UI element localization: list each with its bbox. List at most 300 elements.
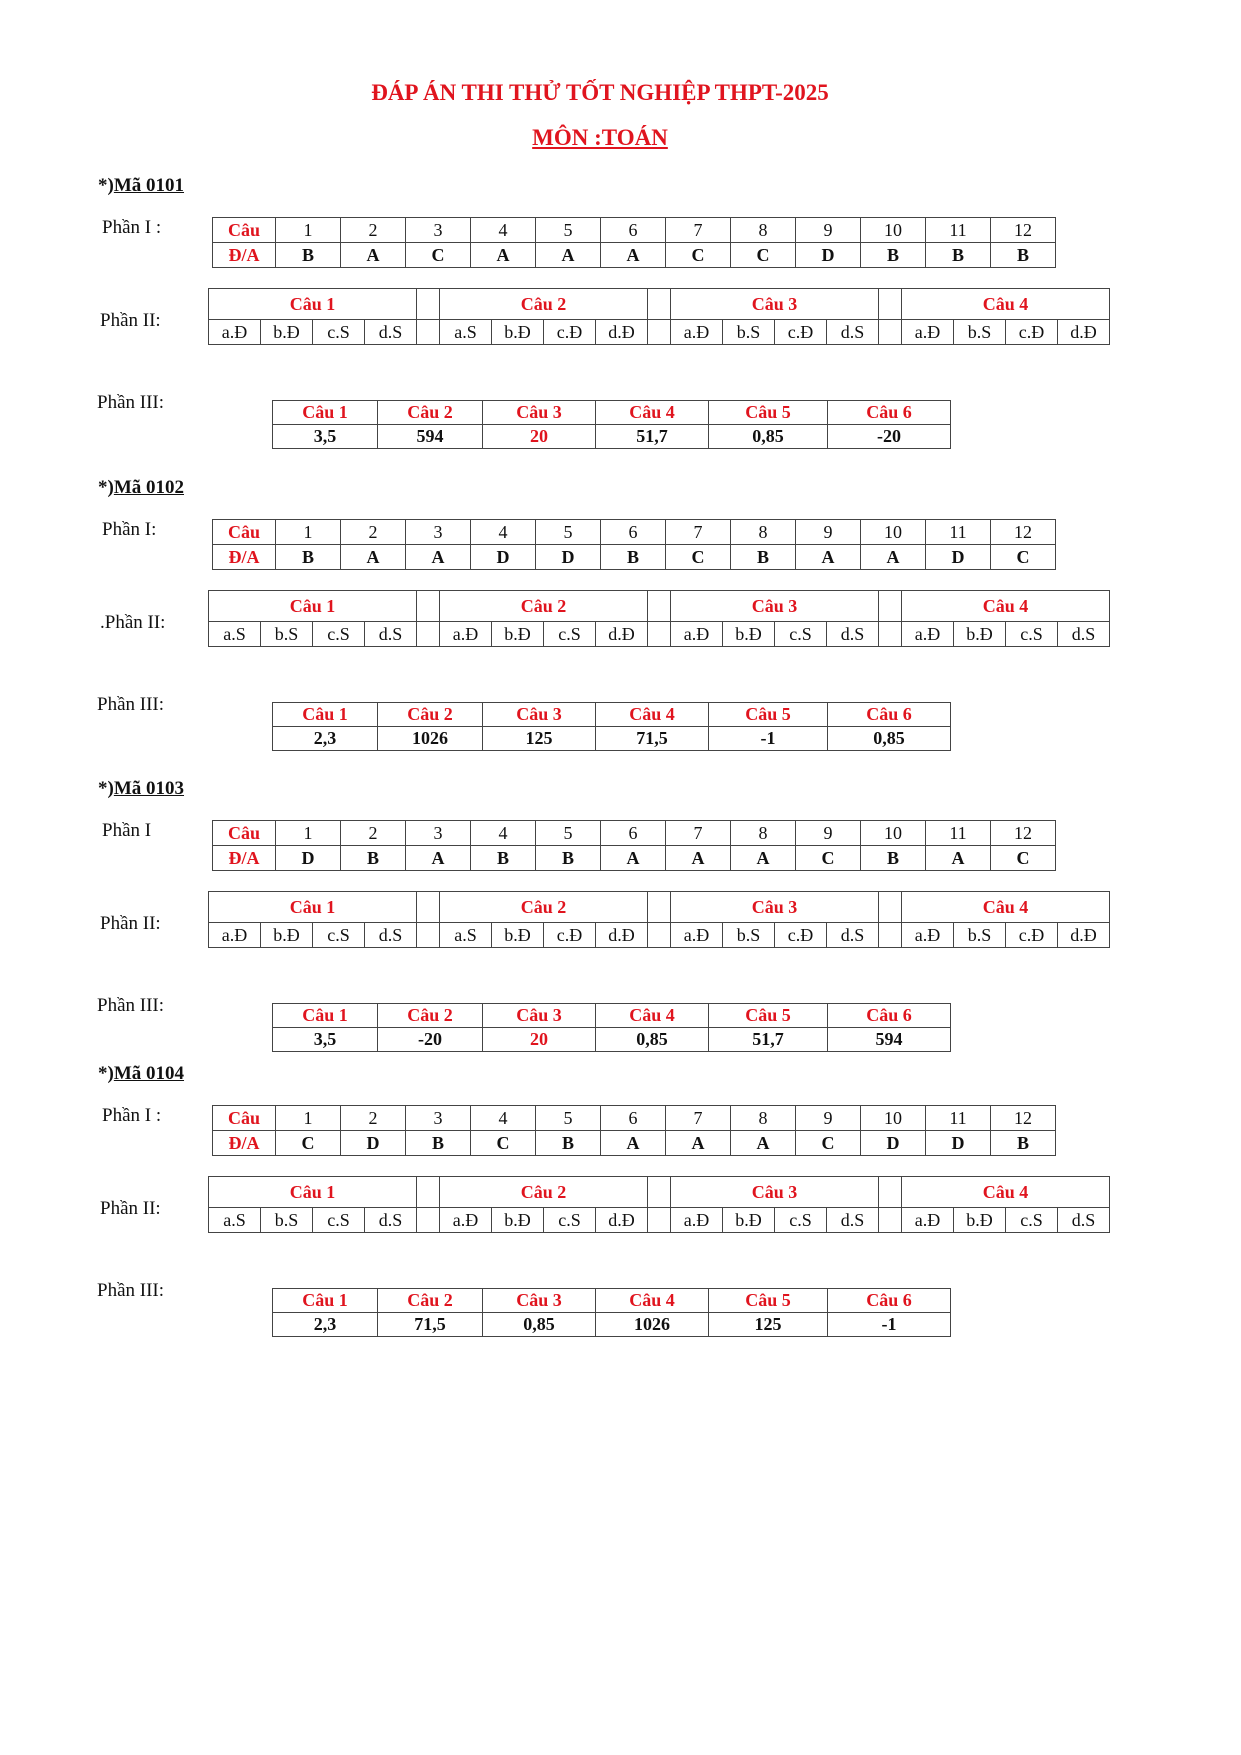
part3-answer-cell: 3,5	[273, 1028, 378, 1052]
answer-cell: A	[666, 846, 731, 871]
answer-cell: B	[991, 243, 1056, 268]
part2-header-row	[209, 289, 1110, 320]
part2-answer-cell: a.Đ	[902, 320, 954, 345]
exam-code	[98, 477, 184, 499]
question-number: 10	[861, 1106, 926, 1131]
part3-question-header: Câu 1	[273, 1004, 378, 1028]
part3-question-header: Câu 3	[483, 401, 596, 425]
part2-question-header: Câu 4	[902, 289, 1110, 320]
answer-cell: B	[991, 1131, 1056, 1156]
part3-question-header: Câu 3	[483, 1004, 596, 1028]
part2-label: Phần II:	[100, 1198, 161, 1219]
part3-header-row	[273, 401, 951, 425]
question-number: 10	[861, 218, 926, 243]
part3-question-header: Câu 1	[273, 1289, 378, 1313]
part2-answer-cell: d.S	[365, 923, 417, 948]
part2-header-row	[209, 1177, 1110, 1208]
part3-answer-cell: 0,85	[828, 727, 951, 751]
part2-answer-cell: b.Đ	[723, 1208, 775, 1233]
part3-question-header: Câu 2	[378, 1289, 483, 1313]
question-number: 7	[666, 1106, 731, 1131]
question-number: 6	[601, 520, 666, 545]
question-number: 5	[536, 1106, 601, 1131]
question-number: 6	[601, 218, 666, 243]
answer-cell: D	[861, 1131, 926, 1156]
part2-question-header: Câu 3	[671, 289, 879, 320]
question-number: 12	[991, 218, 1056, 243]
question-number: 3	[406, 520, 471, 545]
question-number: 1	[276, 218, 341, 243]
part2-answer-cell: b.Đ	[723, 622, 775, 647]
gap-cell	[879, 320, 902, 345]
part3-question-header: Câu 3	[483, 703, 596, 727]
part2-answer-cell: b.S	[954, 320, 1006, 345]
answer-cell: B	[536, 846, 601, 871]
answer-cell: B	[406, 1131, 471, 1156]
part2-answer-cell: c.S	[313, 622, 365, 647]
answer-cell: B	[861, 243, 926, 268]
part3-question-header: Câu 5	[709, 703, 828, 727]
question-number: 2	[341, 520, 406, 545]
answer-cell: A	[341, 243, 406, 268]
part2-answer-row	[209, 320, 1110, 345]
part2-answer-cell: d.Đ	[596, 622, 648, 647]
subject-title: MÔN :TOÁN	[532, 125, 668, 150]
part1-label: Phần I :	[102, 1105, 162, 1126]
code-prefix: *)	[98, 175, 114, 196]
part3-answer-cell: 125	[483, 727, 596, 751]
part2-header-row	[209, 892, 1110, 923]
answer-cell: A	[861, 545, 926, 570]
part3-table	[272, 1288, 951, 1337]
cau-header: Câu	[213, 520, 276, 545]
part2-header-row	[209, 591, 1110, 622]
question-number: 7	[666, 821, 731, 846]
answer-cell: A	[926, 846, 991, 871]
question-number: 2	[341, 218, 406, 243]
answer-cell: A	[341, 545, 406, 570]
part2-answer-cell: c.Đ	[544, 320, 596, 345]
part3-answer-row	[273, 1028, 951, 1052]
part2-answer-cell: b.S	[723, 320, 775, 345]
part3-answer-cell: 594	[378, 425, 483, 449]
part2-question-header: Câu 4	[902, 892, 1110, 923]
question-number: 5	[536, 218, 601, 243]
part2-answer-cell: d.S	[365, 320, 417, 345]
question-number: 1	[276, 520, 341, 545]
answer-cell: B	[341, 846, 406, 871]
part2-answer-cell: b.Đ	[492, 320, 544, 345]
answer-cell: A	[601, 1131, 666, 1156]
part2-answer-cell: c.Đ	[544, 923, 596, 948]
part1-answer-row	[213, 1131, 1056, 1156]
answer-cell: A	[601, 243, 666, 268]
part3-question-header: Câu 2	[378, 703, 483, 727]
answer-cell: D	[926, 545, 991, 570]
part1-answer-row	[213, 545, 1056, 570]
gap-cell	[879, 1177, 902, 1208]
cau-header: Câu	[213, 821, 276, 846]
part2-answer-cell: a.Đ	[209, 320, 261, 345]
part1-number-row	[213, 821, 1056, 846]
part2-question-header: Câu 2	[440, 591, 648, 622]
part2-answer-cell: b.S	[723, 923, 775, 948]
da-header: Đ/A	[213, 846, 276, 871]
question-number: 11	[926, 218, 991, 243]
part2-answer-cell: a.Đ	[671, 622, 723, 647]
answer-cell: B	[926, 243, 991, 268]
part2-question-header: Câu 3	[671, 1177, 879, 1208]
answer-cell: C	[991, 545, 1056, 570]
part3-answer-cell: -20	[378, 1028, 483, 1052]
part2-answer-cell: b.Đ	[492, 622, 544, 647]
code-value: Mã 0102	[113, 477, 185, 498]
part3-table	[272, 702, 951, 751]
question-number: 10	[861, 520, 926, 545]
part2-answer-cell: a.Đ	[209, 923, 261, 948]
gap-cell	[417, 923, 440, 948]
gap-cell	[879, 923, 902, 948]
part2-table	[208, 1176, 1110, 1233]
question-number: 12	[991, 520, 1056, 545]
part2-answer-cell: a.Đ	[440, 622, 492, 647]
part3-answer-cell: 1026	[378, 727, 483, 751]
part2-question-header: Câu 2	[440, 892, 648, 923]
part3-answer-row	[273, 727, 951, 751]
part2-question-header: Câu 3	[671, 591, 879, 622]
gap-cell	[417, 1177, 440, 1208]
part2-answer-cell: c.S	[1006, 622, 1058, 647]
answer-cell: D	[536, 545, 601, 570]
gap-cell	[879, 1208, 902, 1233]
part3-answer-cell: 1026	[596, 1313, 709, 1337]
part2-answer-row	[209, 622, 1110, 647]
answer-cell: C	[731, 243, 796, 268]
part2-answer-cell: a.S	[209, 1208, 261, 1233]
part2-question-header: Câu 4	[902, 1177, 1110, 1208]
answer-cell: B	[536, 1131, 601, 1156]
part2-question-header: Câu 1	[209, 289, 417, 320]
answer-cell: C	[666, 243, 731, 268]
gap-cell	[648, 591, 671, 622]
part2-answer-cell: d.S	[827, 320, 879, 345]
part3-question-header: Câu 6	[828, 1004, 951, 1028]
part2-answer-cell: c.S	[775, 622, 827, 647]
part3-header-row	[273, 703, 951, 727]
question-number: 8	[731, 821, 796, 846]
question-number: 11	[926, 520, 991, 545]
part2-answer-cell: d.S	[1058, 622, 1110, 647]
question-number: 1	[276, 821, 341, 846]
answer-cell: D	[341, 1131, 406, 1156]
part3-answer-row	[273, 425, 951, 449]
gap-cell	[648, 289, 671, 320]
exam-code	[98, 1063, 184, 1085]
part1-table	[212, 217, 1056, 268]
part2-answer-cell: c.S	[1006, 1208, 1058, 1233]
part3-answer-cell: 20	[483, 1028, 596, 1052]
part2-question-header: Câu 2	[440, 289, 648, 320]
code-prefix: *)	[98, 778, 114, 799]
part2-answer-cell: d.Đ	[1058, 320, 1110, 345]
part3-label: Phần III:	[97, 392, 165, 413]
part3-header-row	[273, 1004, 951, 1028]
gap-cell	[417, 289, 440, 320]
answer-cell: D	[471, 545, 536, 570]
question-number: 2	[341, 821, 406, 846]
part2-label: Phần II:	[100, 310, 161, 331]
gap-cell	[879, 289, 902, 320]
part2-answer-cell: d.S	[365, 622, 417, 647]
part3-header-row	[273, 1289, 951, 1313]
cau-header: Câu	[213, 218, 276, 243]
gap-cell	[879, 892, 902, 923]
part2-answer-cell: c.S	[313, 1208, 365, 1233]
part3-question-header: Câu 5	[709, 1004, 828, 1028]
part3-label: Phần III:	[97, 1280, 165, 1301]
code-prefix: *)	[98, 477, 114, 498]
answer-cell: A	[666, 1131, 731, 1156]
part3-label: Phần III:	[97, 694, 165, 715]
part2-question-header: Câu 1	[209, 892, 417, 923]
document-title: ĐÁP ÁN THI THỬ TỐT NGHIỆP THPT-2025	[371, 80, 829, 105]
code-value: Mã 0103	[113, 778, 185, 799]
answer-cell: C	[276, 1131, 341, 1156]
gap-cell	[417, 892, 440, 923]
answer-cell: C	[991, 846, 1056, 871]
part3-question-header: Câu 4	[596, 703, 709, 727]
part2-answer-cell: c.Đ	[775, 320, 827, 345]
part3-answer-row	[273, 1313, 951, 1337]
part1-table	[212, 820, 1056, 871]
part2-answer-cell: a.S	[440, 923, 492, 948]
question-number: 5	[536, 821, 601, 846]
part2-answer-cell: b.S	[954, 923, 1006, 948]
part3-answer-cell: -1	[828, 1313, 951, 1337]
part3-answer-cell: 51,7	[709, 1028, 828, 1052]
part2-answer-cell: a.Đ	[671, 320, 723, 345]
answer-cell: B	[731, 545, 796, 570]
part2-answer-cell: d.S	[827, 1208, 879, 1233]
part2-table	[208, 288, 1110, 345]
part1-table	[212, 519, 1056, 570]
question-number: 6	[601, 821, 666, 846]
part1-table	[212, 1105, 1056, 1156]
part2-table	[208, 891, 1110, 948]
part3-answer-cell: 2,3	[273, 727, 378, 751]
question-number: 8	[731, 218, 796, 243]
gap-cell	[417, 591, 440, 622]
part3-question-header: Câu 5	[709, 401, 828, 425]
part3-table	[272, 1003, 951, 1052]
part2-answer-cell: b.Đ	[954, 622, 1006, 647]
answer-cell: B	[601, 545, 666, 570]
part2-answer-cell: c.S	[544, 1208, 596, 1233]
gap-cell	[648, 320, 671, 345]
part1-label: Phần I :	[102, 217, 162, 238]
question-number: 9	[796, 520, 861, 545]
part2-answer-cell: b.Đ	[954, 1208, 1006, 1233]
question-number: 10	[861, 821, 926, 846]
exam-code	[98, 778, 184, 800]
part2-answer-row	[209, 1208, 1110, 1233]
part2-answer-cell: d.S	[827, 923, 879, 948]
answer-cell: C	[666, 545, 731, 570]
answer-cell: A	[731, 1131, 796, 1156]
part3-question-header: Câu 3	[483, 1289, 596, 1313]
answer-cell: C	[406, 243, 471, 268]
part1-answer-row	[213, 243, 1056, 268]
question-number: 3	[406, 218, 471, 243]
part2-answer-cell: b.Đ	[261, 923, 313, 948]
part3-answer-cell: -1	[709, 727, 828, 751]
gap-cell	[648, 1208, 671, 1233]
part2-answer-cell: d.Đ	[596, 1208, 648, 1233]
part3-label: Phần III:	[97, 995, 165, 1016]
part3-answer-cell: 0,85	[596, 1028, 709, 1052]
part3-answer-cell: 20	[483, 425, 596, 449]
question-number: 11	[926, 1106, 991, 1131]
part2-answer-cell: c.Đ	[1006, 923, 1058, 948]
part1-label: Phần I	[102, 820, 152, 841]
part2-answer-cell: c.S	[775, 1208, 827, 1233]
part3-question-header: Câu 5	[709, 1289, 828, 1313]
gap-cell	[879, 591, 902, 622]
part3-question-header: Câu 6	[828, 401, 951, 425]
gap-cell	[417, 1208, 440, 1233]
part2-answer-row	[209, 923, 1110, 948]
part2-answer-cell: a.Đ	[671, 923, 723, 948]
part2-question-header: Câu 3	[671, 892, 879, 923]
part2-answer-cell: a.Đ	[440, 1208, 492, 1233]
da-header: Đ/A	[213, 1131, 276, 1156]
question-number: 11	[926, 821, 991, 846]
answer-cell: C	[471, 1131, 536, 1156]
question-number: 8	[731, 1106, 796, 1131]
part2-answer-cell: a.Đ	[902, 1208, 954, 1233]
part3-answer-cell: 71,5	[596, 727, 709, 751]
answer-cell: A	[796, 545, 861, 570]
answer-cell: A	[601, 846, 666, 871]
part2-answer-cell: b.S	[261, 1208, 313, 1233]
answer-cell: D	[276, 846, 341, 871]
part3-question-header: Câu 2	[378, 401, 483, 425]
part2-answer-cell: d.S	[1058, 1208, 1110, 1233]
part2-question-header: Câu 1	[209, 591, 417, 622]
answer-cell: C	[796, 1131, 861, 1156]
part3-answer-cell: 71,5	[378, 1313, 483, 1337]
code-value: Mã 0104	[113, 1063, 185, 1084]
part2-answer-cell: d.Đ	[1058, 923, 1110, 948]
question-number: 2	[341, 1106, 406, 1131]
answer-cell: A	[731, 846, 796, 871]
question-number: 4	[471, 1106, 536, 1131]
question-number: 3	[406, 1106, 471, 1131]
part3-answer-cell: 51,7	[596, 425, 709, 449]
part2-answer-cell: a.S	[440, 320, 492, 345]
answer-cell: A	[406, 545, 471, 570]
part2-table	[208, 590, 1110, 647]
part3-table	[272, 400, 951, 449]
gap-cell	[417, 320, 440, 345]
answer-cell: B	[471, 846, 536, 871]
part2-answer-cell: b.Đ	[492, 1208, 544, 1233]
part2-answer-cell: b.Đ	[492, 923, 544, 948]
gap-cell	[648, 1177, 671, 1208]
question-number: 9	[796, 1106, 861, 1131]
part2-answer-cell: d.S	[365, 1208, 417, 1233]
question-number: 3	[406, 821, 471, 846]
part3-answer-cell: -20	[828, 425, 951, 449]
part3-question-header: Câu 4	[596, 1004, 709, 1028]
question-number: 4	[471, 218, 536, 243]
part3-question-header: Câu 4	[596, 1289, 709, 1313]
gap-cell	[648, 892, 671, 923]
gap-cell	[648, 923, 671, 948]
question-number: 1	[276, 1106, 341, 1131]
question-number: 12	[991, 1106, 1056, 1131]
part3-answer-cell: 594	[828, 1028, 951, 1052]
part2-label: Phần II:	[100, 913, 161, 934]
code-prefix: *)	[98, 1063, 114, 1084]
answer-cell: D	[926, 1131, 991, 1156]
da-header: Đ/A	[213, 243, 276, 268]
part1-number-row	[213, 520, 1056, 545]
part3-answer-cell: 3,5	[273, 425, 378, 449]
answer-cell: A	[406, 846, 471, 871]
part1-number-row	[213, 1106, 1056, 1131]
question-number: 9	[796, 821, 861, 846]
part3-answer-cell: 2,3	[273, 1313, 378, 1337]
gap-cell	[417, 622, 440, 647]
part3-question-header: Câu 4	[596, 401, 709, 425]
answer-cell: B	[276, 243, 341, 268]
part3-question-header: Câu 6	[828, 1289, 951, 1313]
cau-header: Câu	[213, 1106, 276, 1131]
question-number: 6	[601, 1106, 666, 1131]
question-number: 4	[471, 520, 536, 545]
da-header: Đ/A	[213, 545, 276, 570]
part2-answer-cell: b.Đ	[261, 320, 313, 345]
answer-cell: B	[861, 846, 926, 871]
part2-label: .Phần II:	[100, 612, 166, 633]
part3-answer-cell: 0,85	[709, 425, 828, 449]
question-number: 9	[796, 218, 861, 243]
answer-cell: D	[796, 243, 861, 268]
part2-answer-cell: d.S	[827, 622, 879, 647]
question-number: 5	[536, 520, 601, 545]
part3-question-header: Câu 2	[378, 1004, 483, 1028]
part2-answer-cell: a.Đ	[902, 622, 954, 647]
part2-question-header: Câu 4	[902, 591, 1110, 622]
answer-cell: A	[536, 243, 601, 268]
part3-question-header: Câu 1	[273, 703, 378, 727]
code-value: Mã 0101	[113, 175, 185, 196]
gap-cell	[879, 622, 902, 647]
part2-answer-cell: b.S	[261, 622, 313, 647]
question-number: 7	[666, 218, 731, 243]
part3-question-header: Câu 6	[828, 703, 951, 727]
part2-answer-cell: d.Đ	[596, 320, 648, 345]
question-number: 7	[666, 520, 731, 545]
part3-answer-cell: 125	[709, 1313, 828, 1337]
part2-answer-cell: c.S	[313, 923, 365, 948]
part1-label: Phần I:	[102, 519, 157, 540]
gap-cell	[648, 622, 671, 647]
part2-answer-cell: c.S	[313, 320, 365, 345]
exam-code	[98, 175, 184, 197]
part3-question-header: Câu 1	[273, 401, 378, 425]
